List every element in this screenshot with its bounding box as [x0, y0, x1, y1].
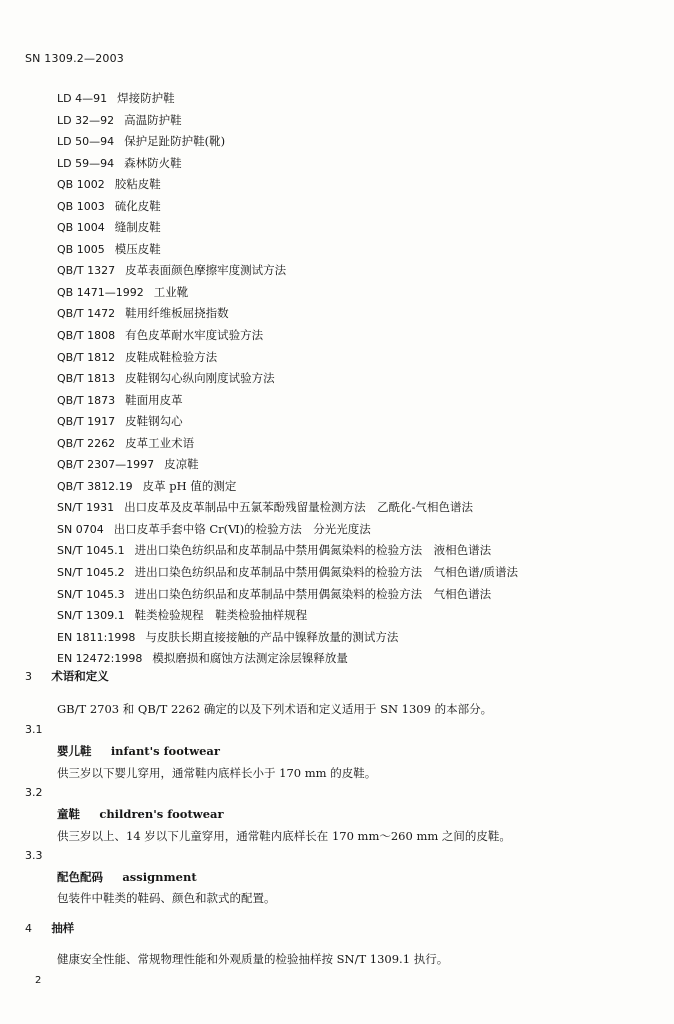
reference-code: QB 1003 — [57, 199, 105, 213]
reference-code: QB 1471—1992 — [57, 285, 144, 299]
reference-code: EN 1811:1998 — [57, 630, 136, 644]
reference-title: 缝制皮鞋 — [114, 220, 161, 235]
section-3-title: 术语和定义 — [51, 669, 109, 683]
reference-item — [57, 497, 657, 519]
reference-code: LD 32—92 — [57, 113, 115, 127]
term-3-2-heading — [57, 806, 224, 822]
reference-code: QB/T 3812.19 — [57, 479, 133, 493]
reference-title: 皮鞋钢勾心 — [125, 414, 183, 429]
reference-item — [57, 627, 657, 649]
reference-code: QB/T 2307—1997 — [57, 458, 155, 472]
term-3-2-definition: 供三岁以上、14 岁以下儿童穿用，通常鞋内底样长在 170 mm～260 mm 之间的皮鞋。 — [57, 829, 511, 843]
standard-code-header: SN 1309.2—2003 — [25, 52, 124, 65]
term-3-2-en: children's footwear — [99, 807, 224, 821]
reference-code: QB/T 1813 — [57, 372, 116, 386]
reference-item — [57, 519, 657, 541]
term-3-3-heading — [57, 869, 197, 885]
reference-item — [57, 454, 657, 476]
page-number: 2 — [35, 975, 42, 986]
reference-code: SN/T 1045.3 — [57, 587, 125, 601]
term-3-1-en: infant's footwear — [110, 744, 220, 758]
term-3-3-number: 3.3 — [25, 849, 43, 862]
reference-title: 森林防火鞋 — [124, 155, 182, 170]
reference-item — [57, 282, 657, 304]
reference-code: LD 4—91 — [57, 92, 108, 105]
reference-title: 进出口染色纺织品和皮革制品中禁用偶氮染料的检验方法 气相色谱法 — [134, 586, 492, 601]
reference-item — [57, 476, 657, 498]
reference-item — [57, 368, 657, 390]
section-4-title: 抽样 — [51, 921, 75, 935]
reference-title: 进出口染色纺织品和皮革制品中禁用偶氮染料的检验方法 气相色谱/质谱法 — [134, 565, 518, 580]
reference-code: SN/T 1045.2 — [57, 566, 125, 580]
reference-title: 硫化皮鞋 — [114, 198, 161, 213]
reference-title: 胶粘皮鞋 — [114, 177, 161, 192]
reference-title: 焊接防护鞋 — [117, 91, 175, 105]
reference-code: QB/T 2262 — [57, 436, 116, 450]
section-4-text: 健康安全性能、常规物理性能和外观质量的检验抽样按 SN/T 1309.1 执行。 — [57, 952, 449, 966]
reference-item — [57, 540, 657, 562]
reference-code: QB/T 1812 — [57, 350, 116, 364]
reference-item — [57, 433, 657, 455]
reference-title: 皮鞋钢勾心纵向刚度试验方法 — [125, 371, 275, 386]
reference-title: 进出口染色纺织品和皮革制品中禁用偶氮染料的检验方法 液相色谱法 — [134, 543, 492, 558]
reference-code: QB/T 1327 — [57, 264, 116, 278]
reference-title: 皮凉鞋 — [164, 457, 199, 472]
reference-item — [57, 562, 657, 584]
reference-code: QB/T 1808 — [57, 329, 116, 343]
reference-item — [57, 260, 657, 282]
reference-code: QB/T 1472 — [57, 307, 116, 321]
reference-item — [57, 584, 657, 606]
term-3-2-number: 3.2 — [25, 786, 43, 799]
reference-code: QB/T 1873 — [57, 393, 116, 407]
reference-title: 出口皮革及皮革制品中五氯苯酚残留量检测方法 乙酰化-气相色谱法 — [124, 500, 474, 515]
reference-title: 鞋用纤维板屈挠指数 — [125, 306, 229, 321]
term-3-3-cn: 配色配码 — [57, 870, 103, 884]
term-3-1-definition: 供三岁以下婴儿穿用，通常鞋内底样长小于 170 mm 的皮鞋。 — [57, 766, 377, 780]
normative-references-list — [57, 88, 657, 670]
reference-title: 模压皮鞋 — [114, 241, 161, 256]
reference-title: 皮革表面颜色摩擦牢度测试方法 — [125, 263, 287, 278]
reference-item — [57, 411, 657, 433]
section-4-number: 4 — [25, 922, 32, 935]
reference-item — [57, 174, 657, 196]
reference-title: 与皮肤长期直接接触的产品中镍释放量的测试方法 — [145, 629, 399, 644]
reference-code: LD 59—94 — [57, 156, 115, 170]
reference-title: 工业靴 — [153, 284, 189, 299]
reference-item — [57, 131, 657, 153]
reference-item — [57, 303, 657, 325]
reference-title: 出口皮革手套中铬 Cr(Ⅵ)的检验方法 分光光度法 — [113, 521, 371, 536]
reference-code: QB 1002 — [57, 178, 105, 192]
reference-title: 高温防护鞋 — [124, 112, 182, 127]
reference-code: LD 50—94 — [57, 135, 115, 149]
reference-title: 鞋类检验规程 鞋类检验抽样规程 — [134, 608, 308, 623]
reference-code: QB 1005 — [57, 242, 105, 256]
reference-item — [57, 239, 657, 261]
reference-item — [57, 217, 657, 239]
term-3-3-definition: 包装件中鞋类的鞋码、颜色和款式的配置。 — [57, 891, 276, 905]
section-4-heading — [25, 920, 74, 936]
reference-code: SN/T 1309.1 — [57, 609, 125, 623]
reference-item — [57, 110, 657, 132]
reference-title: 鞋面用皮革 — [125, 392, 183, 407]
reference-code: SN/T 1931 — [57, 501, 115, 515]
reference-item — [57, 153, 657, 175]
section-3-heading — [25, 668, 109, 684]
term-3-3-en: assignment — [122, 870, 197, 884]
section-3-intro: GB/T 2703 和 QB/T 2262 确定的以及下列术语和定义适用于 SN 1309 的本部分。 — [57, 702, 493, 716]
reference-item — [57, 196, 657, 218]
term-3-2-cn: 童鞋 — [57, 807, 80, 821]
term-3-1-number: 3.1 — [25, 723, 43, 736]
reference-title: 有色皮革耐水牢度试验方法 — [125, 328, 264, 343]
term-3-1-cn: 婴儿鞋 — [57, 744, 92, 758]
reference-code: EN 12472:1998 — [57, 652, 143, 666]
reference-item — [57, 325, 657, 347]
reference-item — [57, 648, 657, 670]
reference-title: 皮革工业术语 — [125, 435, 195, 450]
reference-item — [57, 347, 657, 369]
reference-title: 皮革 pH 值的测定 — [142, 478, 237, 493]
reference-item — [57, 88, 657, 110]
reference-item — [57, 390, 657, 412]
section-3-number: 3 — [25, 670, 32, 683]
term-3-1-heading — [57, 743, 220, 759]
reference-code: SN/T 1045.1 — [57, 544, 125, 558]
reference-code: QB/T 1917 — [57, 415, 116, 429]
reference-title: 模拟磨损和腐蚀方法测定涂层镍释放量 — [152, 651, 348, 666]
reference-item — [57, 605, 657, 627]
reference-code: QB 1004 — [57, 221, 105, 235]
reference-code: SN 0704 — [57, 522, 104, 536]
reference-title: 保护足趾防护鞋(靴) — [124, 134, 226, 149]
reference-title: 皮鞋成鞋检验方法 — [125, 349, 218, 364]
